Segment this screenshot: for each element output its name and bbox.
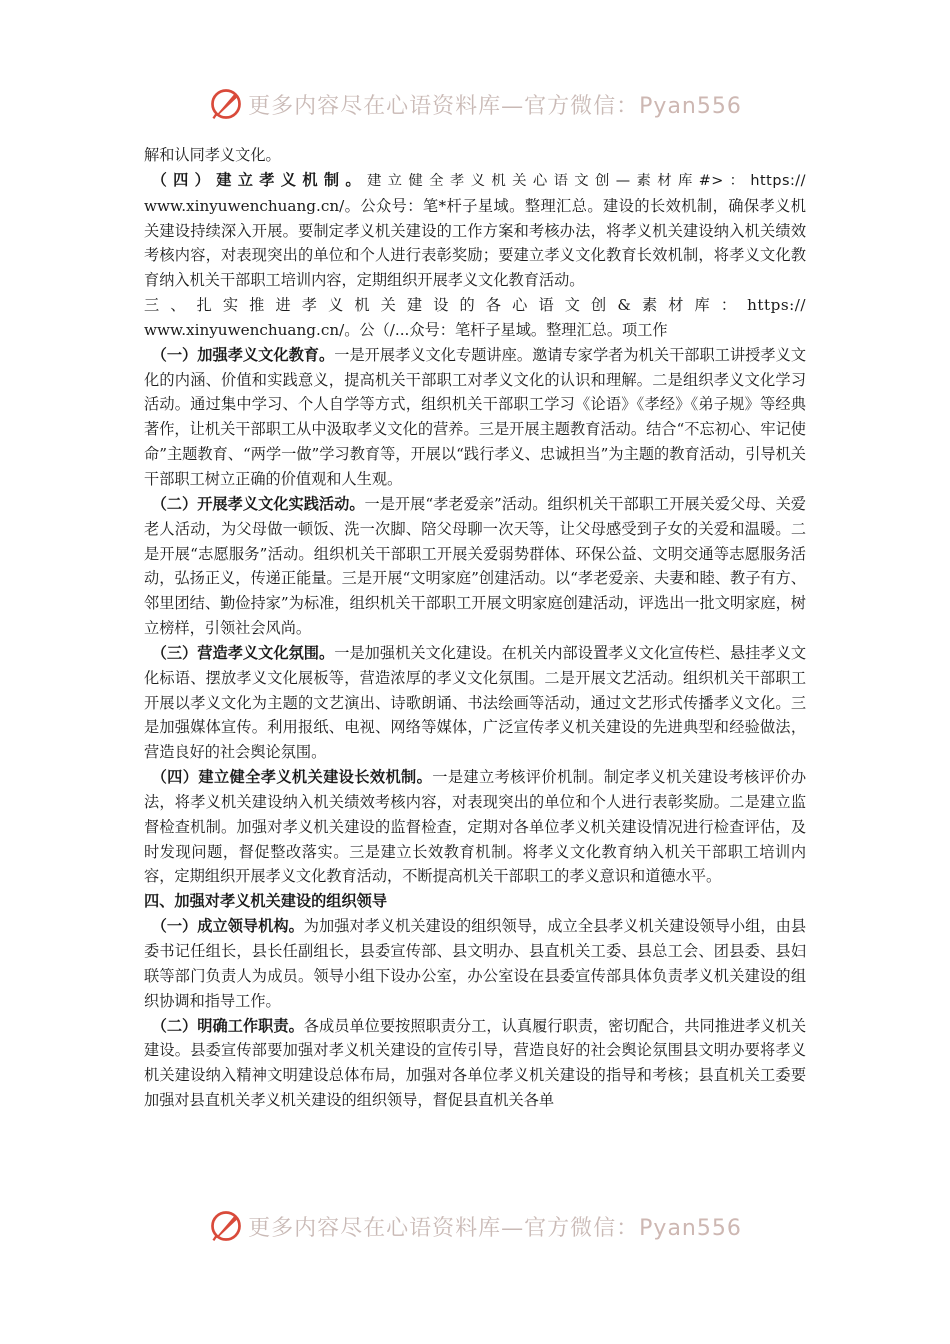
- paragraph: www.xinyuwenchuang.cn/。公（/...众号：笔杆子星域。整理汇总。项工作: [144, 320, 668, 339]
- top-banner: [0, 84, 950, 124]
- paragraph-heading: （二）明确工作职责。: [151, 1016, 304, 1035]
- banner-text: 更多内容尽在心语资料库—官方微信：Pyan556: [248, 93, 742, 119]
- paragraph: 解和认同孝义文化。: [144, 146, 281, 164]
- paragraph: （一）加强孝义文化教育。一是开展孝义文化专题讲座。邀请专家学者为机关干部职工讲授孝义文化的内涵、价值和实践意义，提高机关干部职工对孝义文化的认识和理解。二是组织孝义文化学习活动。通过集中学习、个人自学等方式，组织机关干部职工学习《论语》《孝经》《弟子规》等经典著作，让机关干部职工从中汲取孝义文化的营养。三是开展主题教育活动。结合“不忘初心、牢记使命”主题教育、“两学一做”学习教育等，开展以“践行孝义、忠诚担当”为主题的教育活动，引导机关干部职工树立正确的价值观和人生观。: [144, 345, 807, 488]
- paragraph-heading: （四）建立健全孝义机关建设长效机制。: [151, 768, 433, 787]
- quill-pen-icon: [208, 86, 244, 122]
- paragraph-heading: （一）成立领导机构。: [151, 917, 304, 936]
- paragraph-heading: （四）建立孝义机制。: [151, 170, 367, 189]
- paragraph: （二）明确工作职责。各成员单位要按照职责分工，认真履行职责，密切配合，共同推进孝义机关建设。县委宣传部要加强对孝义机关建设的宣传引导，营造良好的社会舆论氛围县文明办要将孝义机关建设纳入精神文明建设总体布局，加强对各单位孝义机关建设的指导和考核；县直机关工委要加强对县直机关孝义机关建设的组织领导，督促县直机关各单: [144, 1016, 807, 1110]
- paragraph: （一）成立领导机构。为加强对孝义机关建设的组织领导，成立全县孝义机关建设领导小组，由县委书记任组长，县长任副组长，县委宣传部、县文明办、县直机关工委、县总工会、团县委、县妇联等部门负责人为成员。领导小组下设办公室，办公室设在县委宣传部具体负责孝义机关建设的组织协调和指导工作。: [144, 917, 807, 1010]
- paragraph-heading: （三）营造孝义文化氛围。: [151, 643, 335, 662]
- paragraph: （四）建立孝义机制。建立健全孝义机关心语文创—素材库#>：https://: [151, 170, 807, 189]
- paragraph: www.xinyuwenchuang.cn/。公众号：笔*杆子星域。整理汇总。建设的长效机制，确保孝义机关建设持续深入开展。要制定孝义机关建设的工作方案和考核办法，将孝义机关建设纳入机关绩效考核内容，对表现突出的单位和个人进行表彰奖励；要建立孝义文化教育长效机制，将孝义文化教育纳入机关干部职工培训内容，定期组织开展孝义文化教育活动。: [144, 196, 806, 290]
- bottom-banner: [0, 1206, 950, 1246]
- paragraph: （四）建立健全孝义机关建设长效机制。一是建立考核评价机制。制定孝义机关建设考核评价办法，将孝义机关建设纳入机关绩效考核内容，对表现突出的单位和个人进行表彰奖励。二是建立监督检查机制。加强对孝义机关建设的监督检查，定期对各单位孝义机关建设情况进行检查评估，及时发现问题，督促整改落实。三是建立长效教育机制。将孝义文化教育纳入机关干部职工培训内容，定期组织开展孝义文化教育活动，不断提高机关干部职工的孝义意识和道德水平。: [144, 768, 807, 886]
- paragraph-heading: （一）加强孝义文化教育。: [151, 345, 335, 364]
- paragraph: （三）营造孝义文化氛围。一是加强机关文化建设。在机关内部设置孝义文化宣传栏、悬挂孝义文化标语、摆放孝义文化展板等，营造浓厚的孝义文化氛围。二是开展文艺活动。组织机关干部职工开展以孝义文化为主题的文艺演出、诗歌朗诵、书法绘画等活动，通过文艺形式传播孝义文化。三是加强媒体宣传。利用报纸、电视、网络等媒体，广泛宣传孝义机关建设的先进典型和经验做法，营造良好的社会舆论氛围。: [144, 643, 807, 762]
- banner-text: 更多内容尽在心语资料库—官方微信：Pyan556: [248, 1215, 742, 1241]
- paragraph: （二）开展孝义文化实践活动。一是开展“孝老爱亲”活动。组织机关干部职工开展关爱父母、关爱老人活动，为父母做一顿饭、洗一次脚、陪父母聊一次天等，让父母感受到子女的关爱和温暖。二是开展“志愿服务”活动。组织机关干部职工开展关爱弱势群体、环保公益、文明交通等志愿服务活动，弘扬正义，传递正能量。三是开展“文明家庭”创建活动。以“孝老爱亲、夫妻和睦、教子有方、邻里团结、勤俭持家”为标准，组织机关干部职工开展文明家庭创建活动，评选出一批文明家庭，树立榜样，引领社会风尚。: [144, 494, 806, 638]
- section-heading: 四、加强对孝义机关建设的组织领导: [144, 892, 387, 911]
- paragraph-heading: （二）开展孝义文化实践活动。: [151, 494, 365, 513]
- section-heading: 三、扎实推进孝义机关建设的各心语文创&素材库：https://: [144, 296, 806, 315]
- quill-pen-icon: [208, 1208, 244, 1244]
- document-body: [144, 143, 806, 1113]
